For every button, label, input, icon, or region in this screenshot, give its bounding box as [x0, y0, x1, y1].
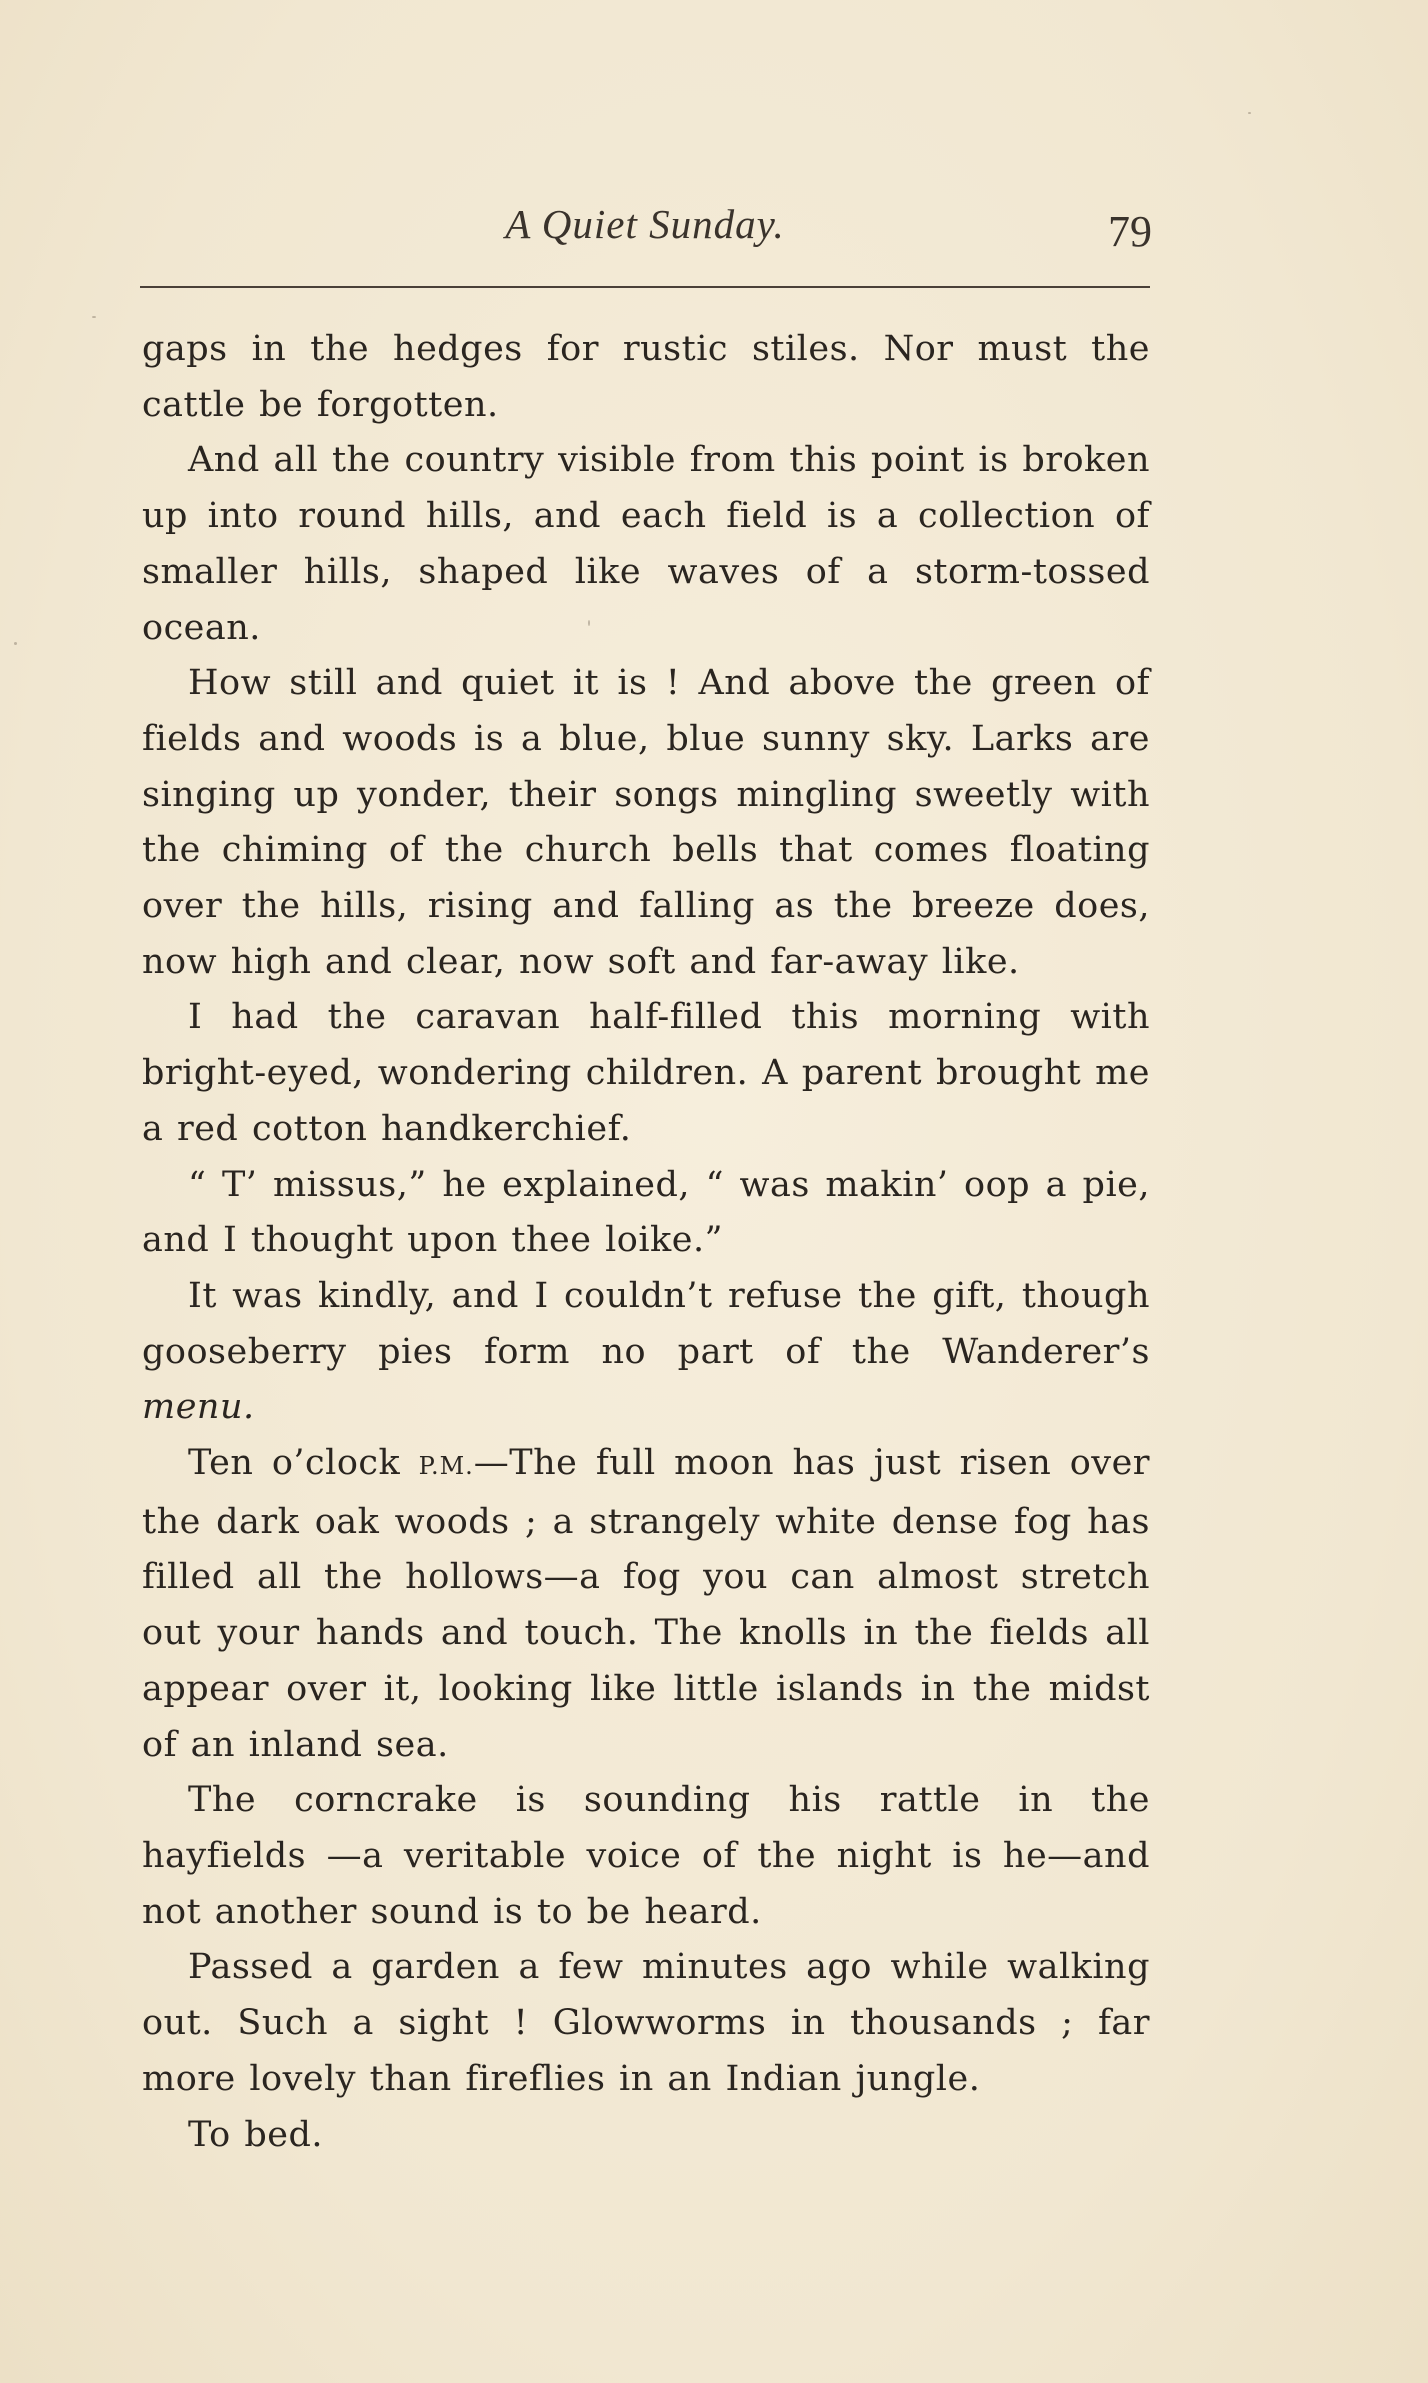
paragraph: Passed a garden a few minutes ago while walking out. Such a sight ! Glowworms in thousands ; far more lovely than fireflies in an Indian jungle.: [142, 1947, 1150, 2099]
paragraph: And all the country visible from this point is broken up into round hills, and each field is a collection of smaller hills, shaped like waves of a storm-tossed ocean.: [142, 440, 1150, 648]
italic-word: menu.: [142, 1387, 255, 1428]
paper-speck: [1248, 112, 1251, 114]
paragraph: [142, 1436, 1150, 1773]
paragraph: I had the caravan half-filled this morning with bright-eyed, wondering children. A parent brought me a red cotton handkerchief.: [142, 997, 1150, 1149]
smallcaps-time: P.M.: [418, 1452, 474, 1481]
paragraph-text: It was kindly, and I couldn’t refuse the gift, though gooseberry pies form no part of the Wanderer’s: [142, 1275, 1150, 1372]
paragraph-dialogue: “ T’ missus,” he explained, “ was makin’ oop a pie, and I thought upon thee loike.”: [142, 1164, 1150, 1261]
paragraph-final: To bed.: [188, 2114, 323, 2155]
paper-speck: [14, 642, 17, 645]
paragraph: [142, 1269, 1150, 1436]
header-rule: [140, 286, 1150, 288]
paragraph-continuation: gaps in the hedges for rustic stiles. Nor must the cattle be forgotten.: [142, 329, 1150, 425]
running-title: A Quiet Sunday.: [505, 201, 785, 247]
page-number: 79: [1108, 207, 1152, 256]
paragraph: The corncrake is sounding his rattle in the hayfields —a veritable voice of the night is he—and not another sound is to be heard.: [142, 1780, 1150, 1932]
paragraph-text: Ten o’clock: [188, 1443, 419, 1484]
paper-speck: [92, 316, 96, 318]
paragraph-text: —The full moon has just risen over the dark oak woods ; a strangely white dense fog has filled all the hollows—a fog you can almost stretch out your hands and touch. The knolls in the fields all appear over it, looking like little islands in the midst of an inland sea.: [142, 1443, 1151, 1765]
paper-speck: [588, 620, 590, 626]
body-text: [142, 322, 1150, 2163]
running-head: [140, 200, 1150, 270]
paragraph: How still and quiet it is ! And above the green of fields and woods is a blue, blue sunny sky. Larks are singing up yonder, their songs mingling sweetly with the chiming of the church bells that comes floating over the hills, rising and falling as the breeze does, now high and clear, now soft and far-away like.: [142, 663, 1150, 982]
